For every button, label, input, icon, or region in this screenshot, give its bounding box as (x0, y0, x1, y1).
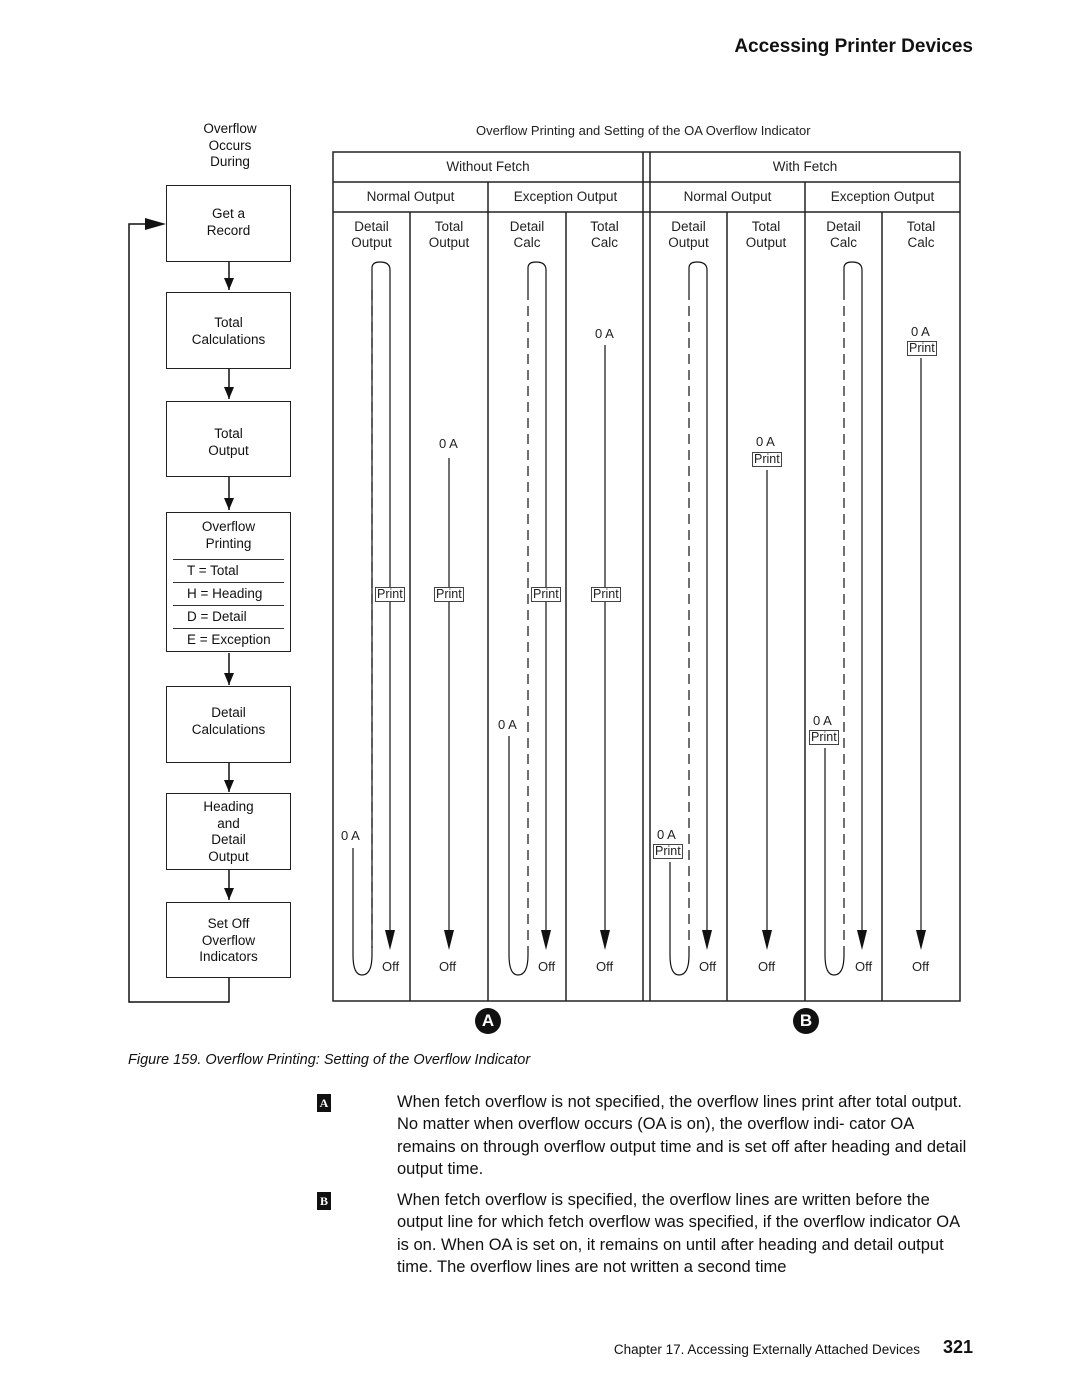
column-header: Total Output (428, 219, 470, 250)
column-header: Detail Calc (826, 219, 861, 250)
option-exception: E = Exception (173, 628, 284, 651)
column-header: Detail Output (668, 219, 709, 250)
off-label: Off (439, 959, 457, 974)
footer-chapter: Chapter 17. Accessing Externally Attached Devices (613, 1342, 920, 1357)
column-header: Total Calc (590, 219, 619, 250)
flow-box-detail-calculations: Detail Calculations (166, 686, 291, 763)
figure-caption: Figure 159. Overflow Printing: Setting of the Overflow Indicator (128, 1052, 531, 1068)
print-label: Print (436, 587, 462, 601)
note-paragraph-a: When fetch overflow is not specified, the overflow lines print after total output. No matter when overflow occurs (OA is on), the overflow indi- cator OA remains on through overflow output time and is set off after heading and detail output time. (397, 1093, 967, 1178)
flow-box-set-off-indicators: Set Off Overflow Indicators (166, 902, 291, 978)
oa-label: 0 A (595, 326, 614, 341)
group-without-fetch: Without Fetch (446, 159, 530, 174)
subgroup-normal-output-2: Normal Output (683, 189, 772, 204)
page-header-title: Accessing Printer Devices (734, 36, 973, 57)
off-label: Off (596, 959, 614, 974)
subgroup-exception-output-1: Exception Output (513, 189, 618, 204)
marker-b-circle: B (793, 1008, 819, 1034)
flow-box-total-output: Total Output (166, 401, 291, 477)
option-detail: D = Detail (173, 605, 284, 628)
group-with-fetch: With Fetch (772, 159, 838, 174)
print-label: Print (811, 730, 837, 744)
print-label: Print (593, 587, 619, 601)
marker-a-circle: A (475, 1008, 501, 1034)
off-label: Off (382, 959, 400, 974)
diagram-title: Overflow Printing and Setting of the OA Overflow Indicator (476, 123, 811, 138)
oa-label: 0 A (341, 828, 360, 843)
print-label: Print (377, 587, 403, 601)
subgroup-normal-output-1: Normal Output (366, 189, 455, 204)
page-number: 321 (942, 1337, 973, 1357)
option-total: T = Total (173, 559, 284, 582)
overflow-printing-title: Overflow Printing (201, 519, 256, 551)
flow-box-total-calculations: Total Calculations (166, 292, 291, 369)
off-label: Off (538, 959, 556, 974)
off-label: Off (855, 959, 873, 974)
off-label: Off (912, 959, 930, 974)
print-label: Print (655, 844, 681, 858)
oa-label: 0 A (498, 717, 517, 732)
off-label: Off (758, 959, 776, 974)
column-header: Total Calc (906, 219, 936, 250)
oa-label: 0 A (813, 713, 832, 728)
note-paragraph-b: When fetch overflow is specified, the overflow lines are written before the output line for which fetch overflow was specified, if the overflow indicator OA is on. When OA is set on, it remains on until after heading and detail output time. The overflow lines are not written a second time (397, 1191, 960, 1276)
oa-label: 0 A (439, 436, 458, 451)
oa-label: 0 A (911, 324, 930, 339)
oa-label: 0 A (756, 434, 775, 449)
flow-box-get-record: Get a Record (166, 185, 291, 262)
flow-title: Overflow Occurs During (203, 121, 257, 169)
note-marker-b: B (317, 1192, 331, 1210)
subgroup-exception-output-2: Exception Output (830, 189, 935, 204)
column-header: Detail Calc (509, 219, 545, 250)
flow-box-heading-detail-output: Heading and Detail Output (166, 793, 291, 870)
print-label: Print (909, 341, 935, 355)
column-header: Detail Output (351, 219, 392, 250)
print-label: Print (533, 587, 559, 601)
oa-label: 0 A (657, 827, 676, 842)
print-label: Print (754, 452, 780, 466)
column-header: Total Output (745, 219, 787, 250)
note-marker-a: A (317, 1094, 331, 1112)
off-label: Off (699, 959, 717, 974)
option-heading: H = Heading (173, 582, 284, 605)
